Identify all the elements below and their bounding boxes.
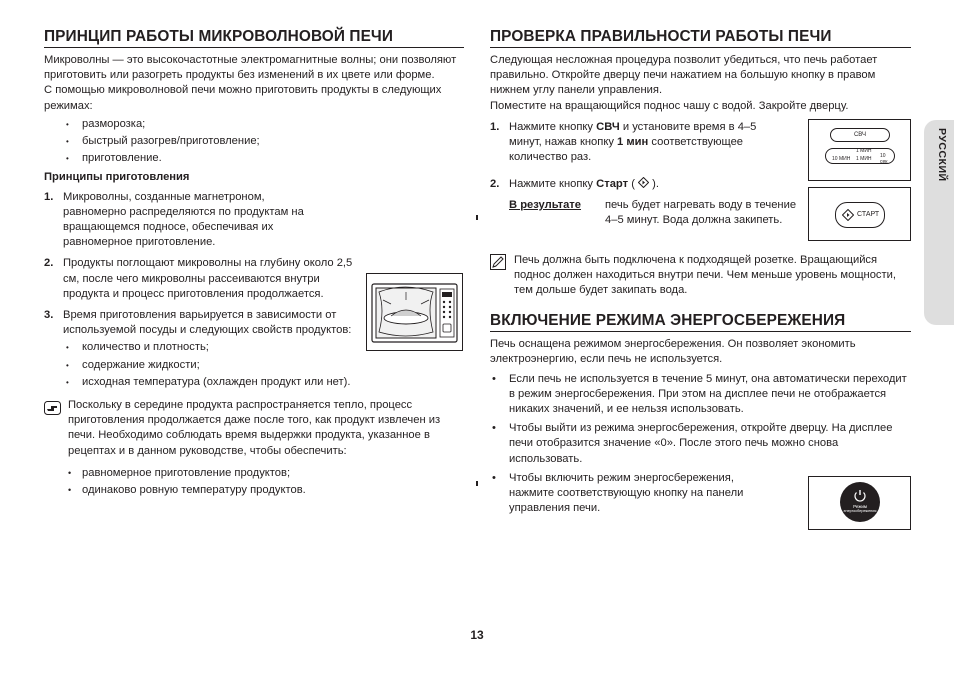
crop-marker	[476, 215, 478, 220]
start-button	[835, 202, 885, 228]
eco-intro: Печь оснащена режимом энергосбережения. Он позволяет экономить электроэнергию, если печь не используется.	[490, 338, 856, 366]
side-tab-label: РУССКИЙ	[936, 128, 949, 182]
list-item: • разморозка;	[44, 117, 464, 132]
panel-label-1min-top: 1 МИН	[856, 148, 872, 154]
step-2	[44, 256, 362, 302]
step-text-part: ).	[649, 178, 659, 191]
list-item: • Если печь не используется в течение 5 минут, она автоматически переходит в режим энергосбережения. При этом на дисплее печи не отображается никаких значений, и ее нельзя использовать.	[490, 372, 911, 418]
step-text-part: и установите время в 4–5 минут, нажав кнопку	[509, 120, 757, 149]
check-step-1	[490, 120, 790, 166]
list-item: • Чтобы включить режим энергосбережения, нажмите соответствующую кнопку на панели управления печи.	[490, 471, 780, 517]
page-number: 13	[470, 628, 484, 642]
start-diamond-icon	[842, 209, 854, 221]
crop-marker	[476, 481, 478, 486]
right-column	[490, 27, 911, 520]
start-button-figure	[808, 187, 911, 241]
check-intro-2: Поместите на вращающийся поднос чашу с водой. Закройте дверцу.	[490, 99, 849, 112]
mw-button: СВЧ	[830, 128, 890, 142]
left-column	[44, 27, 464, 501]
list-item: • приготовление.	[44, 151, 464, 166]
panel-label-1min: 1 МИН	[856, 156, 872, 162]
panel-label-10s: 10 сек	[880, 153, 888, 165]
step-number: 1.	[44, 190, 54, 203]
pencil-note-icon	[490, 254, 507, 268]
microwave-illustration	[366, 273, 463, 351]
step-number: 3.	[44, 309, 54, 322]
note-text: Поскольку в середине продукта распространяется тепло, процесс приготовления продолжается даже после того, как продукт извлечен из печи. Необходимо соблюдать время выдержки продукта, указанное в рецептах и в данном руководстве, чтобы обеспечить:	[68, 399, 441, 457]
step-text-part: Нажмите кнопку	[509, 120, 597, 133]
note-text: Печь должна быть подключена к подходящей розетке. Вращающийся поднос должен находиться внутри печи. Чем меньше уровень мощности, тем дольше будет закипать вода.	[514, 253, 897, 297]
modes-list	[44, 117, 464, 167]
control-panel-figure	[808, 119, 911, 181]
list-item: • быстрый разогрев/приготовление;	[44, 134, 464, 149]
time-button-group	[825, 148, 895, 164]
subtitle-principles: Принципы приготовления	[44, 171, 190, 184]
check-step-2	[490, 177, 790, 192]
button-name-start: Старт	[596, 178, 629, 191]
step-number: 2.	[490, 178, 500, 191]
intro-paragraph-2: С помощью микроволновой печи можно приготовить продукты в следующих режимах:	[44, 84, 442, 112]
eco-label-2: энергосбережения	[843, 509, 877, 513]
start-label: СТАРТ	[857, 211, 880, 218]
step-number: 1.	[490, 120, 500, 133]
result-text: печь будет нагревать воду в течение 4–5 минут. Вода должна закипеть.	[605, 198, 797, 226]
list-item: • равномерное приготовление продуктов;	[44, 466, 464, 481]
hand-note	[44, 398, 464, 459]
step-text: Время приготовления варьируется в зависимости от используемой посуды и следующих свойств продуктов:	[63, 309, 352, 337]
panel-label-10min: 10 МИН	[832, 156, 851, 162]
power-saving-icon	[853, 489, 867, 503]
pencil-note	[490, 253, 911, 299]
hand-pointer-icon	[44, 401, 61, 415]
check-intro-1: Следующая несложная процедура позволит убедиться, что печь работает правильно. Откройте дверцу печи нажатием на большую кнопку в правом нижнем углу панели управления.	[490, 54, 878, 97]
step-text-part: (	[628, 178, 639, 191]
step-text-part: Нажмите кнопку	[509, 178, 597, 191]
step-text-part: соответствующее количество раз.	[509, 136, 744, 164]
list-item: • содержание жидкости;	[44, 358, 464, 373]
step-3	[44, 308, 362, 338]
button-name-mw: СВЧ	[596, 120, 620, 133]
intro-paragraph-1: Микроволны — это высокочастотные электромагнитные волны; они позволяют приготовить или разогреть продукты без изменений в их цвете или форме.	[44, 54, 457, 82]
section-title-principle: ПРИНЦИП РАБОТЫ МИКРОВОЛНОВОЙ ПЕЧИ	[44, 27, 464, 48]
list-item: • Чтобы выйти из режима энергосбережения, откройте дверцу. На дисплее печи отобразится значение «0». После этого печь можно снова использовать.	[490, 421, 911, 467]
eco-button	[840, 482, 880, 522]
language-side-tab	[924, 120, 954, 325]
section-title-check: ПРОВЕРКА ПРАВИЛЬНОСТИ РАБОТЫ ПЕЧИ	[490, 27, 911, 48]
step-1	[44, 190, 314, 251]
step-text: Продукты поглощают микроволны на глубину около 2,5 см, после чего микроволны рассеиваются внутри продукта и процесс приготовления продолжается.	[63, 257, 353, 300]
start-diamond-icon	[638, 177, 649, 188]
list-item: • количество и плотность;	[44, 340, 464, 355]
microwave-oven-icon	[367, 274, 462, 350]
list-item: • исходная температура (охлажден продукт или нет).	[44, 375, 464, 390]
button-name-1min: 1 мин	[617, 136, 649, 149]
list-item: • одинаково ровную температуру продуктов.	[44, 483, 464, 498]
step-text: Микроволны, созданные магнетроном, равномерно распределяются по продуктам на вращающемся подносе, обеспечивая их равномерное приготовление.	[63, 190, 304, 249]
eco-button-figure	[808, 476, 911, 530]
note-list	[44, 466, 464, 498]
step-number: 2.	[44, 257, 54, 270]
section-title-eco: ВКЛЮЧЕНИЕ РЕЖИМА ЭНЕРГОСБЕРЕЖЕНИЯ	[490, 311, 911, 332]
eco-label-1: Режим	[853, 504, 867, 509]
result-label: В результате	[509, 198, 582, 211]
